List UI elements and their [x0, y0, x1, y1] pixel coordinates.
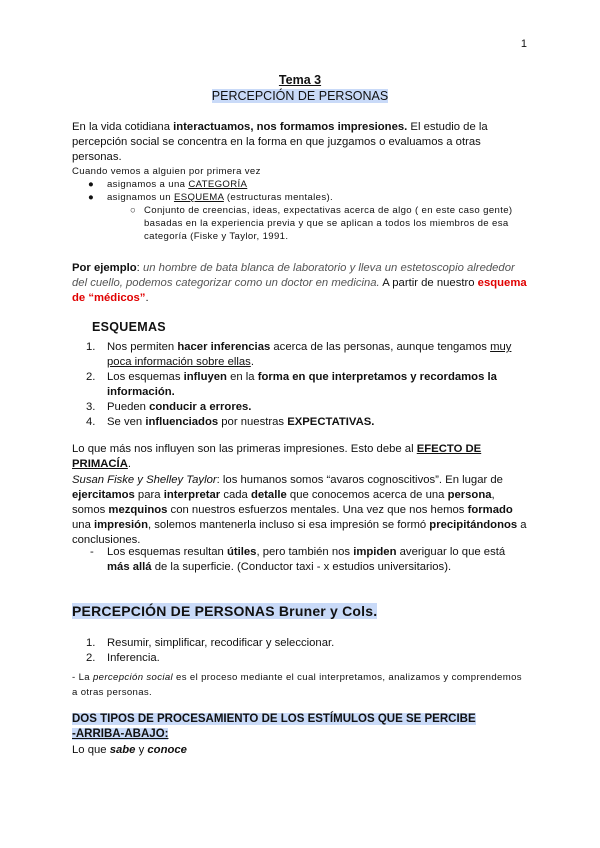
list-item: 4. Se ven influenciados por nuestras EXPECTATIVAS. — [86, 416, 375, 428]
cuando-lead: Cuando vemos a alguien por primera vez — [72, 166, 261, 177]
esquemas-heading: ESQUEMAS — [92, 320, 166, 334]
intro-paragraph: En la vida cotidiana interactuamos, nos formamos impresiones. El estudio de la percepción social se concentra en la forma en que juzgamos o evaluamos a otras personas. — [72, 121, 488, 163]
doc-title: Tema 3 — [278, 73, 322, 87]
bullet-icon: ● — [88, 179, 95, 190]
list-item: 3. Pueden conducir a errores. — [86, 401, 252, 413]
page-number: 1 — [520, 38, 527, 50]
list-item: 2. Inferencia. — [86, 652, 160, 664]
fiske-paragraph: Susan Fiske y Shelley Taylor: los humanos somos “avaros cognoscitivos”. En lugar de ejercitamos para interpretar cada detalle que conocemos acerca de una persona, somos mezquinos con nuestros esfuerzos mentales. Una vez que nos hemos formado una impresión, solemos mantenerla incluso si esa impresión se formó precipitándonos a conclusiones. — [72, 474, 527, 546]
circle-bullet-icon: ○ — [130, 205, 137, 216]
list-item: ● asignamos un ESQUEMA (estructuras mentales). — [88, 192, 334, 203]
title-block — [0, 72, 600, 104]
list-subitem: ○ Conjunto de creencias, ideas, expectativas acerca de algo ( en este caso gente) basadas en la experiencia previa y que se aplican a todos los miembros de esa categoría (Fiske y Taylor, 1991. — [130, 205, 513, 242]
bruner-list — [72, 636, 530, 666]
percepcion-definition: - La percepción social es el proceso mediante el cual interpretamos, analizamos y comprendemos a otras personas. — [72, 672, 522, 698]
procesamiento-heading: DOS TIPOS DE PROCESAMIENTO DE LOS ESTÍMULOS QUE SE PERCIBE -ARRIBA-ABAJO: — [72, 713, 476, 740]
list-item: - Los esquemas resultan útiles, pero también nos impiden averiguar lo que está más allá de la superficie. (Conductor taxi - x estudios universitarios). — [90, 546, 506, 573]
bullet-icon: ● — [88, 192, 95, 203]
cuando-section — [72, 165, 530, 243]
dash-note — [72, 545, 530, 575]
list-item: 1. Nos permiten hacer inferencias acerca de las personas, aunque tengamos muy poca información sobre ellas. — [86, 341, 512, 368]
list-item: ● asignamos a una CATEGORÍA — [88, 179, 248, 190]
doc-subtitle: PERCEPCIÓN DE PERSONAS — [211, 89, 389, 103]
list-item: 1. Resumir, simplificar, recodificar y seleccionar. — [86, 637, 335, 649]
ejemplo-paragraph: Por ejemplo: un hombre de bata blanca de laboratorio y lleva un estetoscopio alrededor del cuello, podemos categorizar como un doctor en medicina. A partir de nuestro esquema de “médicos”. — [72, 262, 527, 304]
bruner-heading: PERCEPCIÓN DE PERSONAS Bruner y Cols. — [72, 603, 378, 619]
list-item: 2. Los esquemas influyen en la forma en que interpretamos y recordamos la información. — [86, 371, 497, 398]
primacia-paragraph: Lo que más nos influyen son las primeras impresiones. Esto debe al EFECTO DE PRIMACÍA. — [72, 443, 482, 470]
procesamiento-line: Lo que sabe y conoce — [72, 744, 187, 756]
esquemas-list — [72, 340, 530, 430]
